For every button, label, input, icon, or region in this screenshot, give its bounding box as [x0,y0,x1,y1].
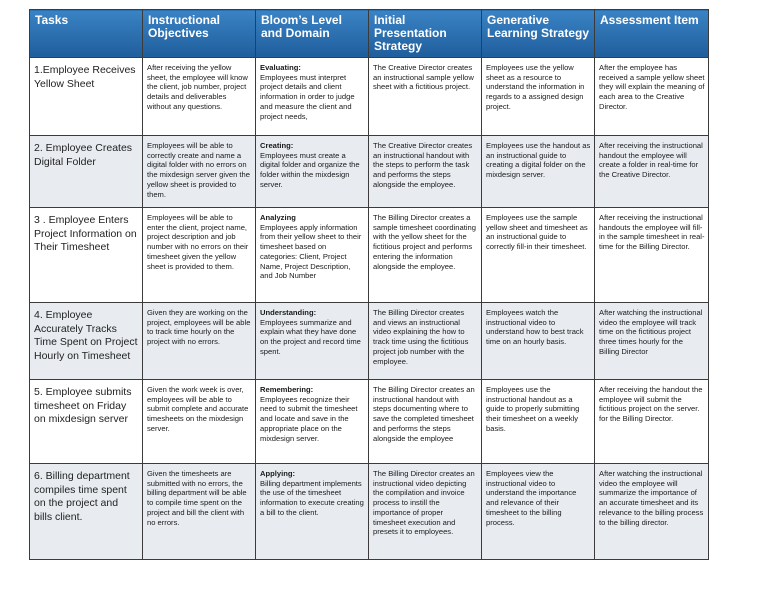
header-row [30,10,709,58]
bloom-cell [256,58,369,136]
bloom-description: Employees must create a digital folder and organize the folder within the mixdesign server. [260,150,360,189]
assessment-cell: After the employee has received a sample yellow sheet they will explain the meaning of each area to the Creative Director. [595,58,709,136]
assessment-cell: After receiving the instructional handout the employee will create a folder in real-time for the Creative Director. [595,136,709,208]
table-row [30,303,709,380]
presentation-cell: The Billing Director creates a sample timesheet coordinating with the yellow sheet for the fictitious project and performs entering the information alongside the employee. [369,208,482,303]
table-row [30,464,709,560]
bloom-cell [256,303,369,380]
bloom-cell [256,136,369,208]
objective-cell: Given the work week is over, employees will be able to submit complete and accurate timesheets on the mixdesign server. [143,380,256,464]
bloom-level: Analyzing [260,213,296,222]
header-assessment-item: Assessment Item [595,10,709,58]
objective-cell: Given the timesheets are submitted with no errors, the billing department will be able to compile time spent on the project and bill the client with no errors. [143,464,256,560]
presentation-cell: The Creative Director creates an instructional handout with the steps to perform the task and performs the steps alongside the employee. [369,136,482,208]
presentation-cell: The Billing Director creates an instructional video depicting the compilation and invoice process to instill the importance of proper timesheet execution and presets it to employees. [369,464,482,560]
header-initial-presentation: Initial Presentation Strategy [369,10,482,58]
bloom-level: Applying: [260,469,296,478]
presentation-cell: The Billing Director creates an instructional handout with steps documenting where to save the completed timesheet and performs the steps alongside the employee [369,380,482,464]
assessment-cell: After receiving the instructional handouts the employee will fill-in the sample timesheet in real-time for the Billing Director. [595,208,709,303]
generative-cell: Employees use the handout as an instructional guide to creating a digital folder on the mixdesign server. [482,136,595,208]
bloom-description: Employees must interpret project details and client information in order to judge and measure the client and project needs, [260,72,355,121]
header-generative-learning: Generative Learning Strategy [482,10,595,58]
table-row [30,208,709,303]
header-instructional-objectives: Instructional Objectives [143,10,256,58]
table-row [30,380,709,464]
instructional-design-table [29,9,709,560]
bloom-cell [256,464,369,560]
task-cell: 6. Billing department compiles time spent on the project and bills client. [30,464,143,560]
generative-cell: Employees watch the instructional video to understand how to best track time on an hourly basis. [482,303,595,380]
generative-cell: Employees use the instructional handout as a guide to properly submitting their timesheet on a weekly basis. [482,380,595,464]
bloom-cell [256,208,369,303]
task-cell: 5. Employee submits timesheet on Friday on mixdesign server [30,380,143,464]
bloom-description: Billing department implements the use of the timesheet information to execute creating a bill to the client. [260,478,364,517]
objective-cell: After receiving the yellow sheet, the employee will know the client, job number, project details and deliverables without any questions. [143,58,256,136]
objective-cell: Employees will be able to correctly create and name a digital folder with no errors on the mixdesign server given the yellow sheet is provided to them. [143,136,256,208]
bloom-level: Evaluating: [260,63,301,72]
task-cell: 3 . Employee Enters Project Information on Their Timesheet [30,208,143,303]
table-row [30,136,709,208]
presentation-cell: The Creative Director creates an instructional sample yellow sheet with a fictitious project. [369,58,482,136]
table-row [30,58,709,136]
bloom-description: Employees summarize and explain what they have done on the project and record time spent. [260,317,361,356]
assessment-cell: After watching the instructional video the employee will track time on the fictitious project three times hourly for the Billing Director [595,303,709,380]
bloom-description: Employees apply information from their yellow sheet to their timesheet based on categories: Client, Project Name, Project Description, and Job Number [260,222,362,281]
assessment-cell: After watching the instructional video the employee will summarize the importance of an accurate timesheet and its relevance to the billing process to the billing director. [595,464,709,560]
task-cell: 1.Employee Receives Yellow Sheet [30,58,143,136]
objective-cell: Given they are working on the project, employees will be able to track time hourly on the project with no errors. [143,303,256,380]
objective-cell: Employees will be able to enter the client, project name, project description and job number with no errors on their timesheet given the yellow sheet is provided to them. [143,208,256,303]
task-cell: 2. Employee Creates Digital Folder [30,136,143,208]
bloom-level: Remembering: [260,385,314,394]
presentation-cell: The Billing Director creates and views an instructional video explaining the how to track time using the fictitious project job number with the employee. [369,303,482,380]
generative-cell: Employees use the yellow sheet as a resource to understand the information in regards to a assigned design project. [482,58,595,136]
bloom-level: Understanding: [260,308,317,317]
bloom-description: Employees recognize their need to submit the timesheet and locate and save in the appropriate place on the mixdesign server. [260,394,358,443]
bloom-level: Creating: [260,141,294,150]
assessment-cell: After receiving the handout the employee will submit the fictitious project on the server. for the Billing Director. [595,380,709,464]
bloom-cell [256,380,369,464]
task-cell: 4. Employee Accurately Tracks Time Spent on Project Hourly on Timesheet [30,303,143,380]
generative-cell: Employees use the sample yellow sheet and timesheet as an instructional guide to correctly fill-in their timesheet. [482,208,595,303]
generative-cell: Employees view the instructional video to understand the importance and relevance of their timesheet to the billing process. [482,464,595,560]
header-tasks: Tasks [30,10,143,58]
header-blooms-level: Bloom’s Level and Domain [256,10,369,58]
